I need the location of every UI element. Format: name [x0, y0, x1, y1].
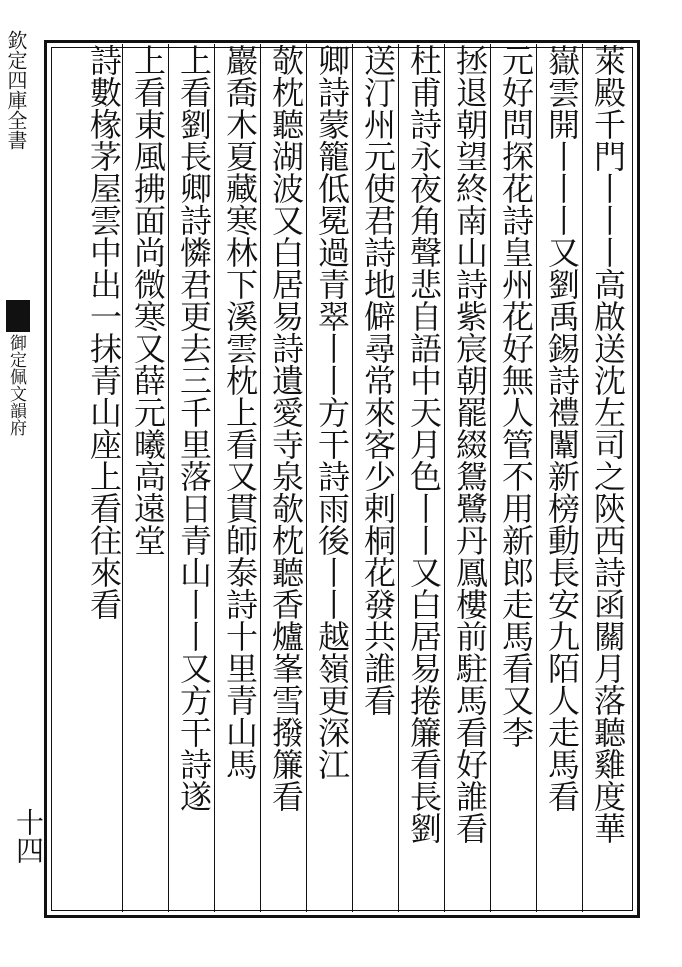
text-column-8: 欹枕聽湖波又白居易詩遺愛寺泉欹枕聽香爐峯雪撥簾看	[267, 44, 305, 812]
text-column-6: 送汀州元使君詩地僻尋常來客少剌桐花發共誰看	[359, 44, 397, 716]
text-column-5: 杜甫詩永夜角聲悲自語中天月色丨丨又白居易捲簾看長劉	[405, 44, 443, 844]
text-column-9: 巖喬木夏藏寒林下溪雲枕上看又貫師泰詩十里青山馬	[221, 44, 259, 780]
text-column-1: 萊殿千門丨丨丨高啟送沈左司之陝西詩函關月落聽雞度華	[589, 44, 627, 844]
text-column-10: 上看劉長卿詩憐君更去三千里落日青山丨丨又方干詩遂	[175, 44, 213, 812]
margin-book-title: 御定佩文韻府	[6, 334, 26, 436]
text-column-11: 上看東風拂面尚微寒又薛元曦高遠堂	[129, 44, 167, 556]
text-column-3: 元好問探花詩皇州花好無人管不用新郎走馬看又李	[497, 44, 535, 748]
text-column-12: 詩數椽茅屋雲中出一抹青山座上看往來看	[85, 44, 123, 620]
margin-fishtail-mark	[6, 300, 30, 332]
text-column-4: 拯退朝望終南山詩紫宸朝罷綴鴛鷺丹鳳樓前駐馬看好誰看	[451, 44, 489, 844]
text-column-2: 嶽雲開丨丨丨又劉禹錫詩禮闈新榜動長安九陌人走馬看	[543, 44, 581, 812]
margin-header-text: 欽定四庫全書	[4, 30, 28, 150]
page-number: 十四	[12, 808, 45, 864]
text-column-7: 卿詩蒙籠低冕過青翠丨丨方干詩雨後丨丨越嶺更深江	[313, 44, 351, 780]
